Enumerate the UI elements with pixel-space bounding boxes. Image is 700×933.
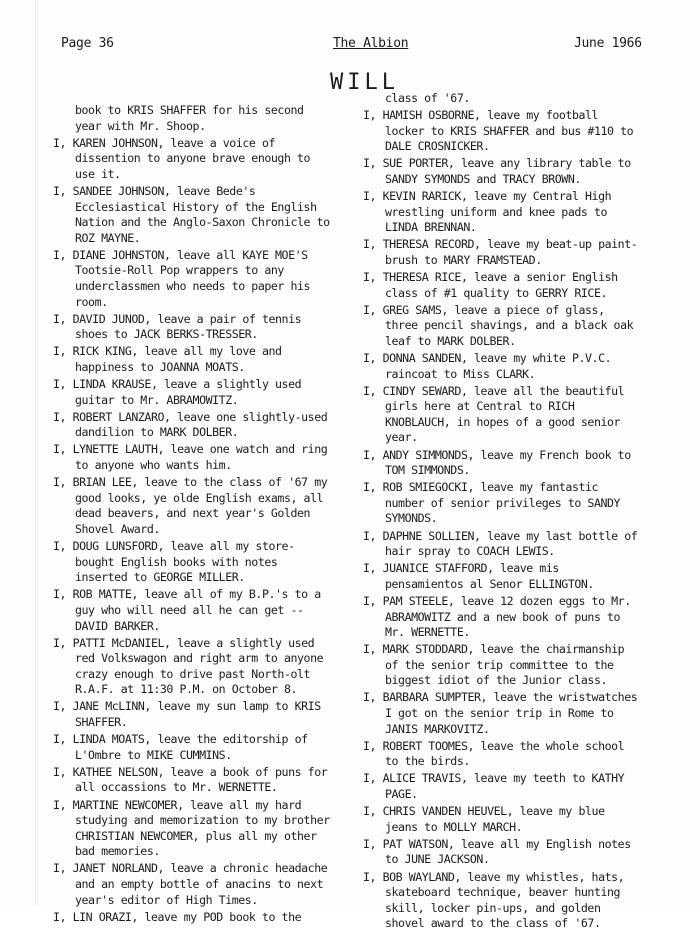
will-entry-text: I, SUE PORTER, leave any library table to SANDY SYMONDS and TRACY BROWN. — [363, 156, 631, 186]
will-entry-text: I, KEVIN RARICK, leave my Central High wrestling uniform and knee pads to LINDA BRENNAN. — [363, 189, 612, 235]
will-entry-text: I, LINDA KRAUSE, leave a slightly used guitar to Mr. ABRAMOWITZ. — [53, 377, 302, 407]
will-entry — [363, 108, 643, 155]
will-entry — [363, 642, 643, 689]
will-entry-text: I, RICK KING, leave all my love and happiness to JOANNA MOATS. — [53, 344, 282, 374]
will-entry-text: I, CHRIS VANDEN HEUVEL, leave my blue jeans to MOLLY MARCH. — [363, 804, 605, 834]
will-entry — [363, 480, 643, 527]
will-entry-text: I, JANE McLINN, leave my sun lamp to KRIS SHAFFER. — [53, 699, 321, 730]
will-entry-text: I, PATTI McDANIEL, leave a slightly used red Volkswagon and right arm to anyone crazy enough to drive past North-olt R.A.F. at 11:30 P.M. on October 8. — [53, 635, 324, 697]
will-entry-text: I, MARK STODDARD, leave the chairmanship of the senior trip committee to the biggest idiot of the Junior class. — [363, 642, 625, 688]
will-entry-text: I, THERESA RICE, leave a senior English class of #1 quality to GERRY RICE. — [363, 270, 618, 300]
will-entry — [53, 636, 333, 698]
will-entry — [363, 303, 643, 350]
will-entry-text: class of '67. — [385, 91, 470, 105]
will-entry — [53, 136, 333, 183]
will-entry — [53, 765, 333, 796]
will-entry-text: I, KATHEE NELSON, leave a book of puns for all occassions to Mr. WERNETTE. — [53, 764, 328, 795]
right-column — [363, 91, 643, 933]
will-entry-text: I, ANDY SIMMONDS, leave my French book to TOM SIMMONDS. — [363, 447, 631, 478]
will-entry-text: I, ROB MATTE, leave all of my B.P.'s to a guy who will need all he can get --DAVID BARKER. — [53, 587, 321, 633]
will-entry-text: I, JANET NORLAND, leave a chronic headache and an empty bottle of anacins to next year's editor of High Times. — [53, 861, 328, 907]
will-entry-text: I, ROB SMIEGOCKI, leave my fantastic number of senior privileges to SANDY SYMONDS. — [363, 480, 621, 526]
will-entry-text: I, JUANICE STAFFORD, leave mis pensamientos al Senor ELLINGTON. — [363, 561, 594, 591]
will-entry — [53, 732, 333, 763]
will-entry-text: I, DONNA SANDEN, leave my white P.V.C. raincoat to Miss CLARK. — [363, 351, 612, 381]
will-entry — [53, 699, 333, 730]
will-entry — [363, 804, 643, 835]
will-entry — [363, 561, 643, 592]
will-entry — [53, 377, 333, 408]
will-entry — [53, 248, 333, 310]
will-entry — [53, 539, 333, 586]
will-entry — [53, 442, 333, 473]
page-title: WILL — [330, 70, 399, 95]
will-entry — [363, 448, 643, 479]
will-entry — [363, 594, 643, 641]
will-entry-text: I, SANDEE JOHNSON, leave Bede's Ecclesiastical History of the English Nation and the Anglo-Saxon Chronicle to ROZ MAYNE. — [53, 183, 330, 245]
will-entry — [363, 351, 643, 382]
will-entry-text: I, DAVID JUNOD, leave a pair of tennis shoes to JACK BERKS-TRESSER. — [53, 311, 302, 342]
will-entry — [53, 410, 333, 441]
will-entry-text: I, LIN ORAZI, leave my POD book to the — [53, 909, 302, 924]
page-number: Page 36 — [61, 36, 114, 51]
will-entry — [363, 771, 643, 802]
will-entry — [363, 270, 643, 301]
will-entry-text: I, LYNETTE LAUTH, leave one watch and ring to anyone who wants him. — [53, 442, 328, 473]
will-entry — [53, 344, 333, 375]
will-entry-text: I, THERESA RECORD, leave my beat-up paint-brush to MARY FRAMSTEAD. — [363, 237, 638, 267]
will-entry-text: I, DAPHNE SOLLIEN, leave my last bottle of hair spray to COACH LEWIS. — [363, 528, 638, 559]
will-entry-text: I, HAMISH OSBORNE, leave my football locker to KRIS SHAFFER and bus #110 to DALE CROSNICKER. — [363, 108, 634, 154]
will-entry-text: I, DIANE JOHNSTON, leave all KAYE MOE'S Tootsie-Roll Pop wrappers to any underclassmen who needs to paper his room. — [53, 247, 311, 309]
will-entry-text: I, BARBARA SUMPTER, leave the wristwatches I got on the senior trip in Rome to JANIS MARKOVITZ. — [363, 690, 638, 736]
will-entry-text: I, PAM STEELE, leave 12 dozen eggs to Mr. ABRAMOWITZ and a new book of puns to Mr. WERNETTE. — [363, 593, 631, 640]
will-entry-text: I, BRIAN LEE, leave to the class of '67 my good looks, ye olde English exams, all dead beavers, and next year's Golden Shovel Award. — [53, 475, 328, 536]
will-entry — [53, 184, 333, 246]
will-entry-text: I, MARTINE NEWCOMER, leave all my hard studying and memorization to my brother CHRISTIAN NEWCOMER, plus all my other bad memories. — [53, 797, 330, 859]
will-entry — [363, 189, 643, 236]
will-entry — [53, 910, 333, 926]
will-entry-text: I, ALICE TRAVIS, leave my teeth to KATHY PAGE. — [363, 771, 625, 802]
will-entry — [363, 384, 643, 446]
will-entry-text: I, PAT WATSON, leave all my English notes to JUNE JACKSON. — [363, 836, 631, 867]
will-entry — [53, 798, 333, 860]
will-entry — [53, 312, 333, 343]
publication-title: The Albion — [333, 36, 409, 51]
page-edge-line — [35, 0, 36, 906]
will-entry — [363, 91, 643, 107]
will-entry — [363, 690, 643, 737]
will-entry-text: I, DOUG LUNSFORD, leave all my store-bought English books with notes inserted to GEORGE MILLER. — [53, 539, 295, 585]
will-entry — [53, 475, 333, 537]
will-entry-text: I, GREG SAMS, leave a piece of glass, three pencil shavings, and a black oak leaf to MARK DOLBER. — [363, 302, 634, 348]
will-entry-text: I, ROBERT TOOMES, leave the whole school to the birds. — [363, 738, 625, 769]
will-entry — [53, 861, 333, 908]
will-entry-text: book to KRIS SHAFFER for his second year with Mr. Shoop. — [75, 103, 304, 133]
issue-date: June 1966 — [574, 36, 642, 51]
will-entry-text: I, LINDA MOATS, leave the editorship of L'Ombre to MIKE CUMMINS. — [53, 732, 308, 762]
will-entry — [363, 870, 643, 932]
left-column — [53, 103, 333, 927]
will-entry — [53, 587, 333, 634]
will-entry-text: I, ROBERT LANZARO, leave one slightly-used dandilion to MARK DOLBER. — [53, 409, 328, 440]
will-entry — [363, 837, 643, 868]
will-entry — [363, 237, 643, 268]
will-entry — [53, 103, 333, 134]
will-entry-text: I, KAREN JOHNSON, leave a voice of dissention to anyone brave enough to use it. — [53, 135, 311, 181]
will-entry — [363, 156, 643, 187]
will-entry — [363, 739, 643, 770]
will-entry-text: I, BOB WAYLAND, leave my whistles, hats, skateboard technique, beaver hunting skill, locker pin-ups, and golden shovel award to the class of '67. — [363, 869, 625, 931]
will-entry-text: I, CINDY SEWARD, leave all the beautiful girls here at Central to RICH KNOBLAUCH, in hopes of a good senior year. — [363, 383, 625, 445]
will-entry — [363, 529, 643, 560]
